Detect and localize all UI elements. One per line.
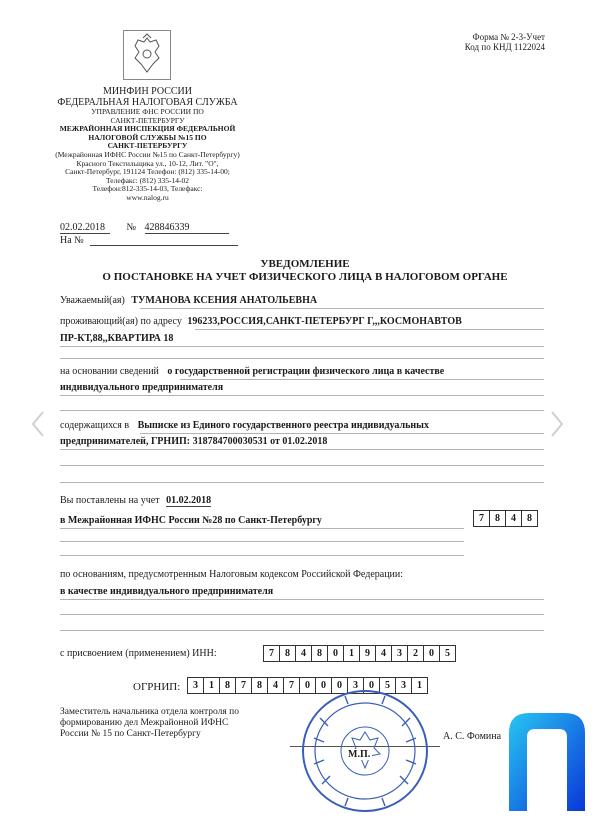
ogrnip-cell: 0 xyxy=(331,677,348,694)
source-value-2: предпринимателей, ГРНИП: 318784700030531 от 01.02.2018 xyxy=(60,436,328,447)
address-value-1: 196233,РОССИЯ,САНКТ-ПЕТЕРБУРГ Г,,,КОСМОНАВТОВ xyxy=(187,316,462,327)
number-sign: № xyxy=(126,222,137,233)
inn-cell: 5 xyxy=(439,645,456,662)
ministry-name: МИНФИН РОССИИ xyxy=(103,86,192,97)
russian-emblem-icon xyxy=(123,30,171,80)
rule xyxy=(195,329,544,330)
rule xyxy=(60,395,544,396)
service-name: ФЕДЕРАЛЬНАЯ НАЛОГОВАЯ СЛУЖБА xyxy=(57,97,238,108)
ogrnip-cell: 7 xyxy=(283,677,300,694)
inn-label: с присвоением (применением) ИНН: xyxy=(60,648,217,659)
doc-date: 02.02.2018 xyxy=(60,222,110,234)
address-line-2: Санкт-Петербург, 191124 Телефон: (812) 335-14-00; xyxy=(65,167,230,177)
rule xyxy=(60,346,544,347)
knd-code: Код по КНД 1122024 xyxy=(464,42,545,52)
ogrnip-cell: 0 xyxy=(315,677,332,694)
fax-line: Телефакс: (812) 335-14-02 xyxy=(105,175,190,185)
signatory-line-2: формированию дел Межрайонной ИФНС xyxy=(60,718,229,728)
inspection-line-1: МЕЖРАЙОННАЯ ИНСПЕКЦИЯ ФЕДЕРАЛЬНОЙ xyxy=(59,124,236,134)
code-cell: 7 xyxy=(473,510,490,527)
title-line-2: О ПОСТАНОВКЕ НА УЧЕТ ФИЗИЧЕСКОГО ЛИЦА В НАЛОГОВОМ ОРГАНЕ xyxy=(102,271,508,283)
form-code-block xyxy=(465,32,545,52)
rule xyxy=(60,482,544,483)
registered-row xyxy=(60,495,211,506)
ogrnip-cell: 1 xyxy=(203,677,220,694)
inspection-line-2: НАЛОГОВОЙ СЛУЖБЫ №15 ПО xyxy=(88,132,207,142)
source-value-1: Выписке из Единого государственного реестра индивидуальных xyxy=(137,420,429,431)
form-number: Форма № 2-3-Учет xyxy=(472,32,545,42)
doc-date-row xyxy=(60,222,229,234)
inn-cell: 9 xyxy=(359,645,376,662)
grounds-value: в качестве индивидуального предпринимателя xyxy=(60,586,274,597)
doc-number: 428846339 xyxy=(145,222,229,234)
signatory-line-3: России № 15 по Санкт-Петербургу xyxy=(60,729,201,739)
ogrnip-cell: 8 xyxy=(219,677,236,694)
inn-cell: 8 xyxy=(311,645,328,662)
reply-ref-value xyxy=(90,235,238,246)
basis-label: на основании сведений xyxy=(60,366,159,377)
recipient-row xyxy=(60,295,317,306)
rule xyxy=(60,630,544,631)
rule xyxy=(60,614,544,615)
inn-cell: 4 xyxy=(295,645,312,662)
address-row xyxy=(60,316,462,327)
inn-cell: 4 xyxy=(375,645,392,662)
inspection-line-3: САНКТ-ПЕТЕРБУРГУ xyxy=(107,141,188,151)
rule xyxy=(60,555,464,556)
department-line-2: САНКТ-ПЕТЕРБУРГУ xyxy=(110,115,185,125)
address-line-1: Красного Текстильщика ул., 10-12, Лит. "О", xyxy=(76,158,219,168)
address-label: проживающий(ая) по адресу xyxy=(60,316,182,327)
registered-label: Вы поставлены на учет xyxy=(60,495,160,506)
chevron-left-icon[interactable] xyxy=(30,410,46,438)
chevron-right-icon[interactable] xyxy=(549,410,565,438)
rule xyxy=(180,379,544,380)
brand-logo-icon[interactable] xyxy=(505,711,587,811)
inn-cell: 1 xyxy=(343,645,360,662)
source-row xyxy=(60,420,429,431)
signatory-line-1: Заместитель начальника отдела контроля по xyxy=(60,707,239,717)
rule xyxy=(60,599,544,600)
rule xyxy=(140,433,544,434)
inspection-short-name: (Межрайонная ИФНС России №15 по Санкт-Петербургу) xyxy=(55,149,240,159)
ogrnip-cell: 3 xyxy=(395,677,412,694)
website: www.nalog.ru xyxy=(126,192,169,202)
source-label: содержащихся в xyxy=(60,420,130,431)
ogrnip-cell: 3 xyxy=(347,677,364,694)
tax-authority-code xyxy=(474,510,538,527)
signer-name: А. С. Фомина xyxy=(443,731,502,742)
recipient-label: Уважаемый(ая) xyxy=(60,295,125,306)
basis-row xyxy=(60,366,444,377)
inn-cell: 0 xyxy=(423,645,440,662)
rule xyxy=(60,541,464,542)
ogrnip-cell: 8 xyxy=(251,677,268,694)
registered-date: 01.02.2018 xyxy=(166,495,212,506)
basis-value-1: о государственной регистрации физического лица в качестве xyxy=(167,366,445,377)
recipient-name: ТУМАНОВА КСЕНИЯ АНАТОЛЬЕВНА xyxy=(131,295,318,306)
reply-ref-row xyxy=(60,235,238,246)
basis-value-2: индивидуального предпринимателя xyxy=(60,382,224,393)
code-cell: 8 xyxy=(521,510,538,527)
ogrnip-cell: 4 xyxy=(267,677,284,694)
ogrnip-cell: 0 xyxy=(299,677,316,694)
department-line-1: УПРАВЛЕНИЕ ФНС РОССИИ ПО xyxy=(91,107,204,116)
code-cell: 4 xyxy=(505,510,522,527)
reply-ref-label: На № xyxy=(60,235,84,246)
inn-cell: 8 xyxy=(279,645,296,662)
ogrnip-label: ОГРНИП: xyxy=(133,681,181,693)
authority-header xyxy=(20,86,275,203)
code-cell: 8 xyxy=(489,510,506,527)
inn-cell: 0 xyxy=(327,645,344,662)
grounds-label: по основаниям, предусмотренным Налоговым кодексом Российской Федерации: xyxy=(60,569,404,580)
rule xyxy=(140,308,544,309)
ogrnip-cell: 3 xyxy=(187,677,204,694)
ogrnip-cell: 0 xyxy=(363,677,380,694)
ogrnip-cell: 7 xyxy=(235,677,252,694)
title-line-1: УВЕДОМЛЕНИЕ xyxy=(260,258,350,270)
stamp-place-mark: М.П. xyxy=(348,749,371,760)
inn-cells xyxy=(264,645,456,662)
rule xyxy=(60,358,544,359)
document-title xyxy=(40,258,570,284)
tax-authority-name: в Межрайонная ИФНС России №28 по Санкт-Петербургу xyxy=(60,515,322,526)
inn-cell: 3 xyxy=(391,645,408,662)
ogrnip-cell: 1 xyxy=(411,677,428,694)
ogrnip-cell: 5 xyxy=(379,677,396,694)
signatory-position xyxy=(60,707,239,740)
phone-line: Телефон:812-335-14-03, Телефакс: xyxy=(92,184,203,194)
address-value-2: ПР-КТ,88,,КВАРТИРА 18 xyxy=(60,333,174,344)
rule xyxy=(60,528,464,529)
inn-cell: 2 xyxy=(407,645,424,662)
inn-cell: 7 xyxy=(263,645,280,662)
rule xyxy=(60,449,544,450)
rule xyxy=(60,465,544,466)
rule xyxy=(60,410,544,411)
